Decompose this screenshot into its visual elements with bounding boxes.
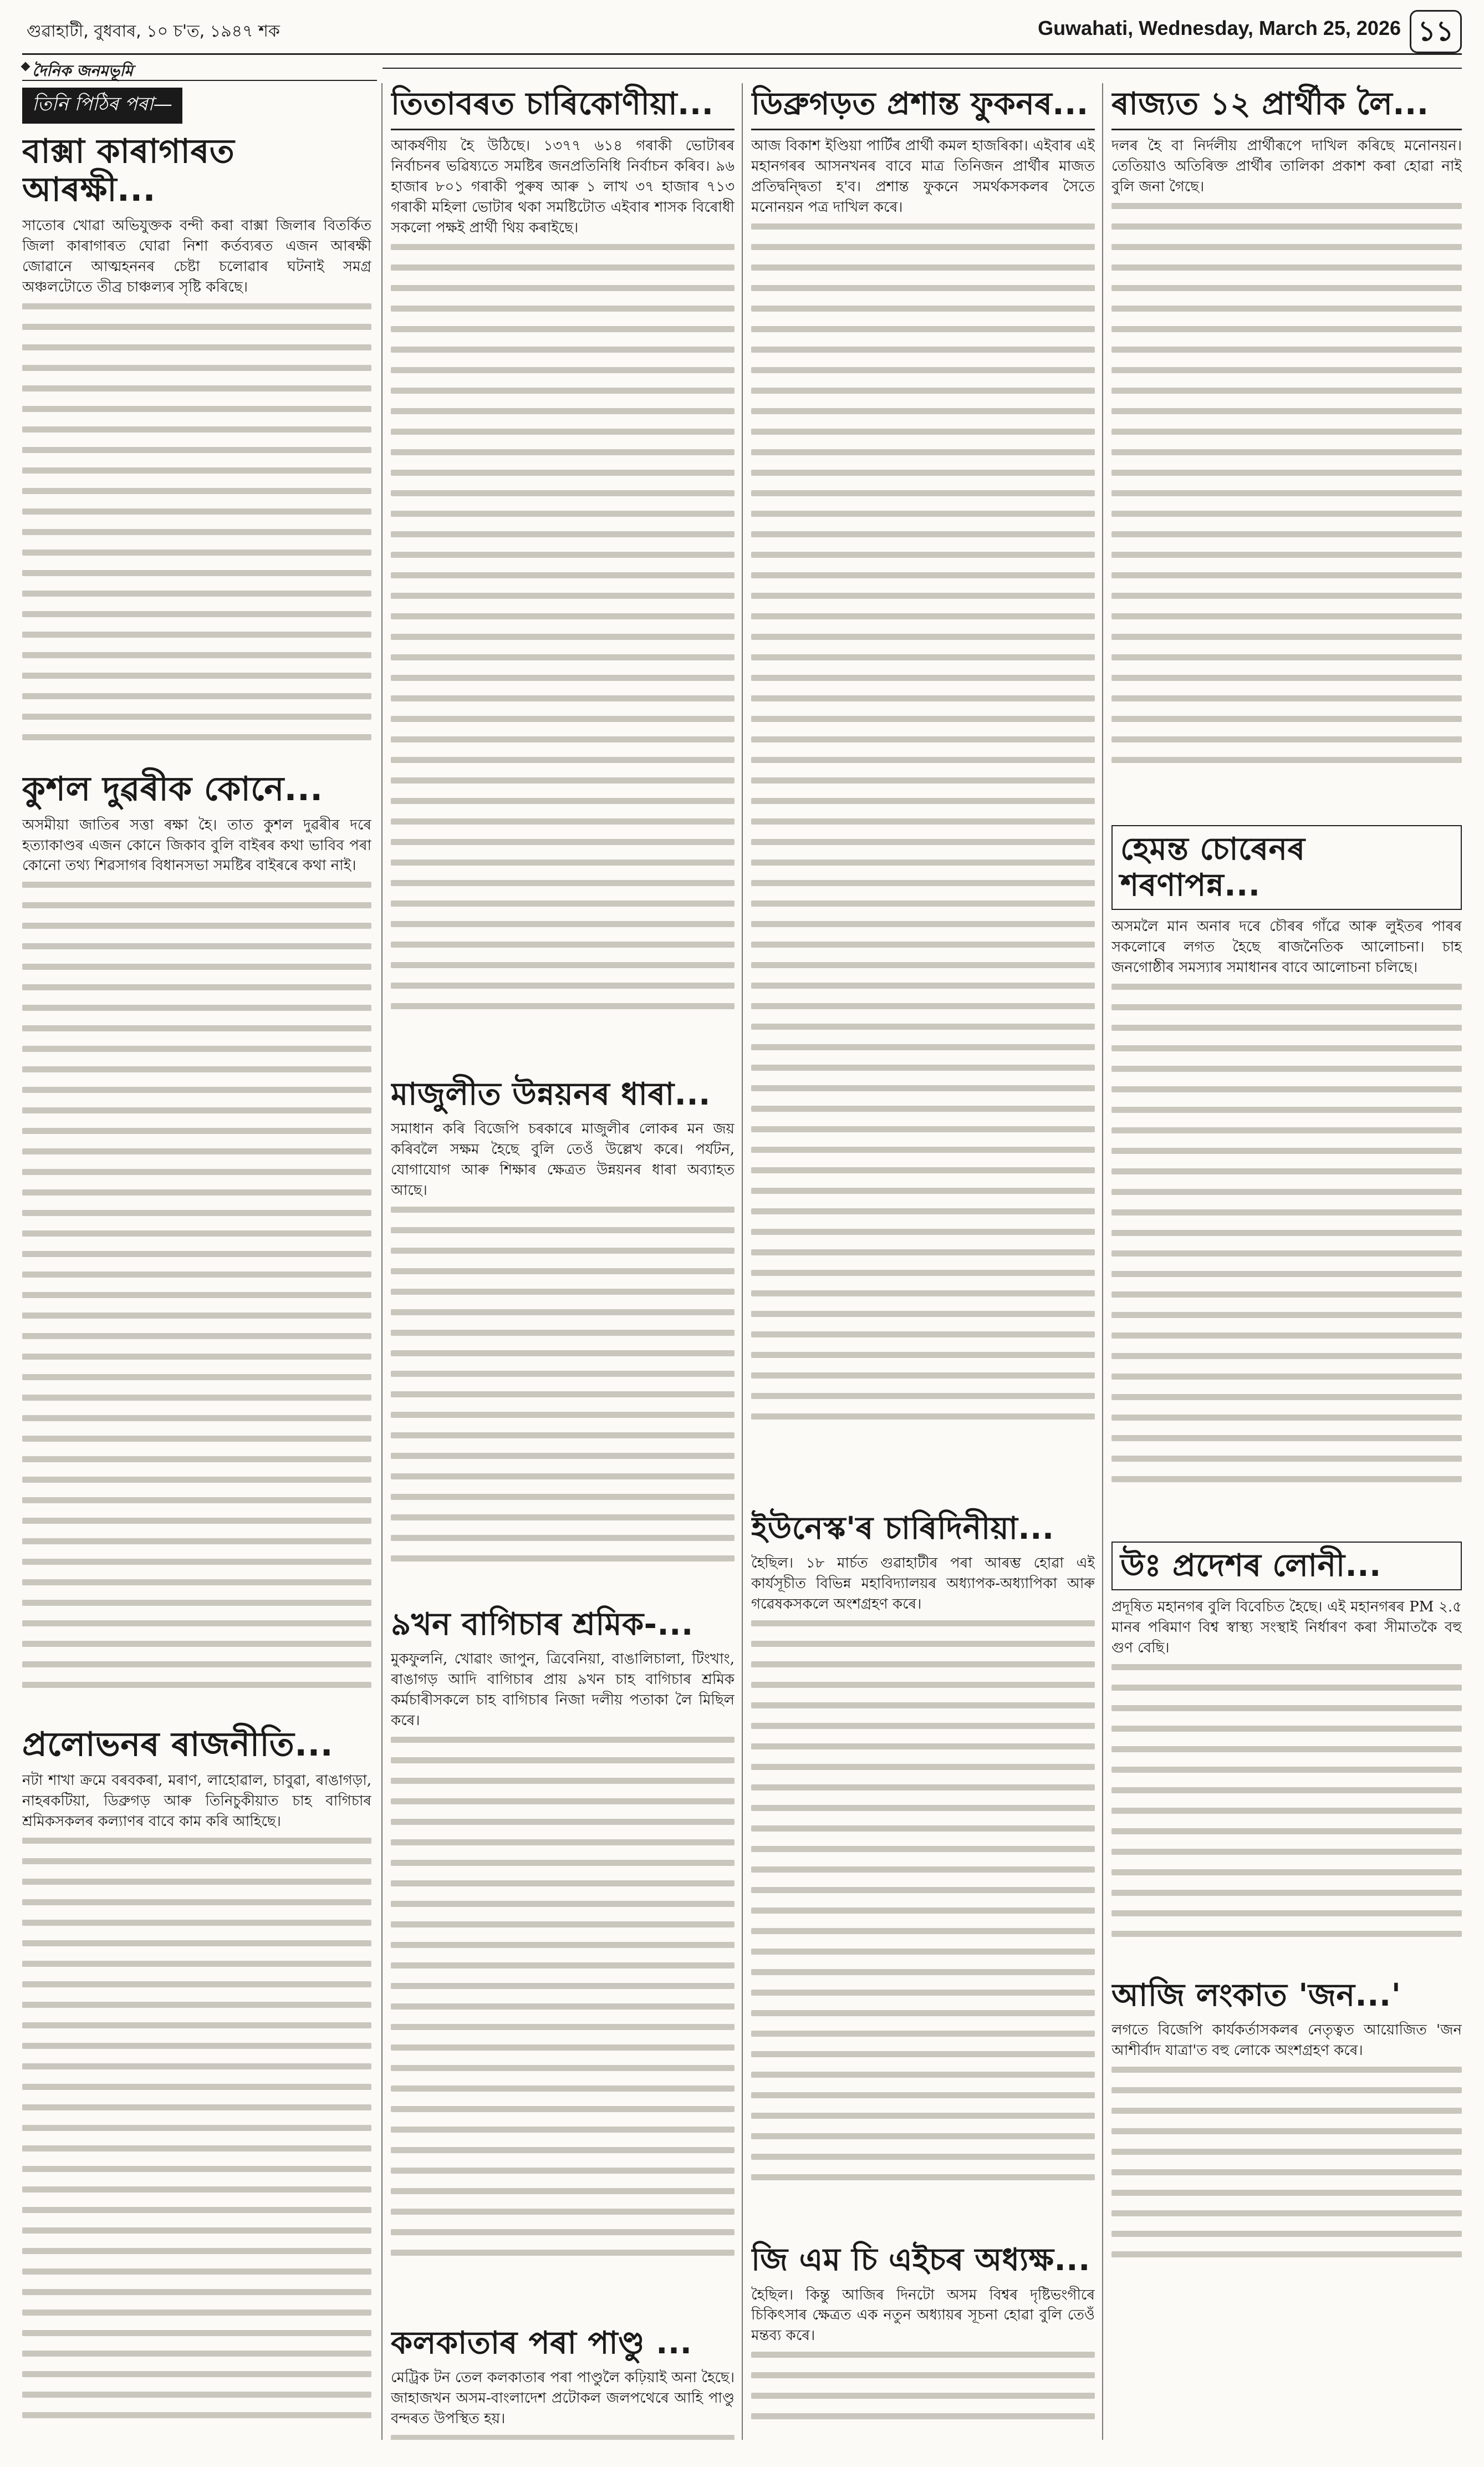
- article-lead: সাতোৰ খোৱা অভিযুক্তক বন্দী কৰা বাক্সা জিলাৰ বিতৰ্কিত জিলা কাৰাগাৰত ঘোৱা নিশা কৰ্তব্যৰত এজন আৰক্ষী জোৱানে আত্মহননৰ চেষ্টা চলোৱাৰ ঘটনাই সমগ্ৰ অঞ্চলটোতে তীব্ৰ চাঞ্চল্যৰ সৃষ্টি কৰিছে।: [22, 217, 371, 296]
- column-divider: [1102, 83, 1103, 2440]
- article-lead: হৈছিল। কিন্তু আজিৰ দিনটো অসম বিশ্বৰ দৃষ্টিভংগীৰে চিকিৎসাৰ ক্ষেত্ৰত এক নতুন অধ্যায়ৰ সূচনা হোৱা বুলি তেওঁ মন্তব্য কৰে।: [751, 2286, 1095, 2344]
- article-12-candidates: [1111, 87, 1462, 813]
- article-body-text: [22, 1838, 371, 2440]
- article-majuli: [391, 1077, 735, 1595]
- article-body-text: [1111, 984, 1462, 1538]
- article-lead: সমাধান কৰি বিজেপি চৰকাৰে মাজুলীৰ লোকৰ মন জয় কৰিবলৈ সক্ষম হৈছে বুলি তেওঁ উল্লেখ কৰে। পৰ্যটন, যোগাযোগ আৰু শিক্ষাৰ ক্ষেত্ৰত উন্নয়নৰ ধাৰা অব্যাহত আছে।: [391, 1121, 735, 1199]
- article-titabar: [391, 87, 735, 1065]
- article-body-text: [751, 223, 1095, 1499]
- date-assamese: গুৱাহাটী, বুধবাৰ, ১০ চ'ত, ১৯৪৭ শক: [27, 22, 280, 41]
- article-kolkata-pandu: [391, 2326, 735, 2440]
- article-baksa-jail: [22, 133, 371, 758]
- headline: আজি লংকাত 'জন...': [1111, 1977, 1401, 2013]
- top-rule: [383, 68, 1462, 69]
- column-divider: [742, 83, 743, 2440]
- article-body-text: [22, 882, 371, 1713]
- article-lead: মেট্ৰিক টন তেল কলকাতাৰ পৰা পাণ্ডুলৈ কঢ়িয়াই অনা হৈছে। জাহাজখন অসম-বাংলাদেশ প্ৰটোকল জলপথেৰে আহি পাণ্ডু বন্দৰত উপস্থিত হয়।: [391, 2369, 735, 2428]
- column-2: [391, 83, 735, 2440]
- headline: কুশল দুৱৰীক কোনে...: [22, 769, 323, 808]
- column-divider: [381, 83, 383, 2440]
- article-unesco: [751, 1511, 1095, 2230]
- headline: মাজুলীত উন্নয়নৰ ধাৰা...: [391, 1076, 711, 1112]
- article-lead: দলৰ হৈ বা নিৰ্দলীয় প্ৰাৰ্থীৰূপে দাখিল কৰিছে মনোনয়ন। তেতিয়াও অতিৰিক্ত প্ৰাৰ্থীৰ তালিকা প্ৰকাশ কৰা হোৱা নাই বুলি জনা গৈছে।: [1111, 138, 1462, 196]
- article-hemant-soren: [1111, 825, 1462, 910]
- article-body-text: [391, 2435, 735, 2440]
- column-4: [1111, 83, 1462, 2440]
- column-1: [22, 83, 371, 2440]
- article-lead: অসমীয়া জাতিৰ সত্তা ৰক্ষা হৈ। তাত কুশল দুৱৰীৰ দৰে হত্যাকাণ্ডৰ এজন কোনে জিকাব বুলি বাইৰৰ কথা ভাবিব পৰা কোনো তথ্য শিৱসাগৰ বিধানসভা সমষ্টিৰ বাইৰৰে কথা নাই।: [22, 816, 371, 874]
- masthead: [22, 10, 1462, 55]
- article-body-text: [391, 1207, 735, 1595]
- article-lead: মুকফুলনি, খোৱাং জাপুন, ত্ৰিবেনিয়া, বাঙালিচালা, টিংখাং, ৰাঙাগড় আদি বাগিচাৰ প্ৰায় ৯খন চাহ বাগিচাৰ শ্ৰমিক কৰ্মচাৰীসকলে চাহ বাগিচাৰ নিজা দলীয় পতাকা লৈ মিছিল কৰে।: [391, 1651, 735, 1730]
- headline: প্ৰলোভনৰ ৰাজনীতি...: [22, 1725, 334, 1764]
- article-gmch: [751, 2242, 1095, 2440]
- article-body-text: [1111, 203, 1462, 813]
- article-body-text: [751, 2352, 1095, 2440]
- article-body-text: [391, 244, 735, 1065]
- article-lead: অসমলৈ মান অনাৰ দৰে চৌৰৰ গাঁৱে আৰু লুইতৰ পাৰৰ সকলোৰে লগত হৈছে ৰাজনৈতিক আলোচনা। চাহ জনগোষ্ঠীৰ সমস্যাৰ সমাধানৰ বাবে আলোচনা চলিছে।: [1111, 918, 1462, 976]
- article-lanka-jan: [1111, 1978, 1462, 2288]
- headline: জি এম চি এইচৰ অধ্যক্ষ...: [751, 2242, 1090, 2278]
- article-body-text: [391, 1737, 735, 2313]
- date-english: Guwahati, Wednesday, March 25, 2026: [1038, 17, 1401, 39]
- diamond-icon: [21, 62, 30, 72]
- headline: কলকাতাৰ পৰা পাণ্ডু ...: [391, 2324, 692, 2361]
- column-3: [751, 83, 1095, 2440]
- article-lead: আকৰ্ষণীয় হৈ উঠিছে। ১৩৭৭ ৬১৪ গৰাকী ভোটাৰৰ নিৰ্বাচনৰ ভৱিষ্যতে সমষ্টিৰ জনপ্ৰতিনিধি নিৰ্বাচন কৰিব। ৯৬ হাজাৰ ৮০১ গৰাকী পুৰুষ আৰু ১ লাখ ৩৭ হাজাৰ ৭১৩ গৰাকী মহিলা ভোটাৰ থকা সমষ্টিটোত এইবাৰ শাসক বিৰোধী সকলো পক্ষই প্ৰাৰ্থী থিয় কৰাইছে।: [391, 138, 735, 237]
- paper-name: দৈনিক জনমভূমি: [32, 62, 133, 80]
- article-body-text: [1111, 2067, 1462, 2288]
- headline: ইউনেস্ক'ৰ চাৰিদিনীয়া...: [751, 1510, 1054, 1547]
- article-body-text: [1111, 1664, 1462, 1975]
- headline: ৰাজ্যত ১২ প্ৰাৰ্থীক লৈ...: [1111, 86, 1429, 122]
- article-kushal-duwari: [22, 770, 371, 1714]
- paper-name-bar: [22, 57, 377, 81]
- article-tea-workers: [391, 1607, 735, 2313]
- page-number: ১১: [1410, 10, 1462, 53]
- headline: উঃ প্ৰদেশৰ লোনী...: [1120, 1547, 1381, 1584]
- article-up-loni: [1111, 1542, 1462, 1590]
- article-lead: হৈছিল। ১৮ মাৰ্চত গুৱাহাটীৰ পৰা আৰম্ভ হোৱা এই কাৰ্যসূচীত বিভিন্ন মহাবিদ্যালয়ৰ অধ্যাপক-অধ্যাপিকা আৰু গৱেষকসকলে অংশগ্ৰহণ কৰে।: [751, 1555, 1095, 1613]
- section-kicker: তিনি পিঠিৰ পৰা—: [22, 88, 182, 124]
- article-lead: আজ বিকাশ ইণ্ডিয়া পাৰ্টিৰ প্ৰাৰ্থী কমল হাজৰিকা। এইবাৰ এই মহানগৰৰ আসনখনৰ বাবে মাত্ৰ তিনিজন প্ৰাৰ্থীৰ মাজত প্ৰতিদ্বন্দ্বিতা হ'ব। প্ৰশান্ত ফুকনে সমৰ্থকসকলৰ সৈতে মনোনয়ন পত্ৰ দাখিল কৰে।: [751, 138, 1095, 216]
- headline: ডিব্ৰুগড়ত প্ৰশান্ত ফুকনৰ...: [751, 86, 1089, 122]
- article-body-text: [751, 1620, 1095, 2230]
- article-body-text: [22, 303, 371, 758]
- article-lead: লগতে বিজেপি কাৰ্যকৰ্তাসকলৰ নেতৃত্বত আয়োজিত 'জন আশীৰ্বাদ যাত্ৰা'ত বহু লোকে অংশগ্ৰহণ কৰে।: [1111, 2022, 1462, 2059]
- headline: ৯খন বাগিচাৰ শ্ৰমিক-...: [391, 1606, 693, 1642]
- headline: হেমন্ত চোৰেনৰ শৰণাপন্ন...: [1120, 831, 1305, 903]
- headline: বাক্সা কাৰাগাৰত আৰক্ষী...: [22, 132, 235, 209]
- article-lead: প্ৰদূষিত মহানগৰ বুলি বিবেচিত হৈছে। এই মহানগৰৰ PM ২.৫ মানৰ পৰিমাণ বিশ্ব স্বাস্থ্য সংস্থাই নিৰ্ধাৰণ কৰা সীমাতকৈ বহু গুণ বেছি।: [1111, 1599, 1462, 1656]
- article-pralobhan: [22, 1726, 371, 2440]
- article-lead: নটা শাখা ক্ৰমে বৰবকৰা, মৰাণ, লাহোৱাল, চাবুৱা, ৰাঙাগড়া, নাহৰকটিয়া, ডিব্ৰুগড় আৰু তিনিচুকীয়াত চাহ বাগিচাৰ শ্ৰমিকসকলৰ কল্যাণৰ বাবে কাম কৰি আহিছে।: [22, 1772, 371, 1830]
- article-dibrugarh: [751, 87, 1095, 1499]
- headline: তিতাবৰত চাৰিকোণীয়া...: [391, 86, 714, 122]
